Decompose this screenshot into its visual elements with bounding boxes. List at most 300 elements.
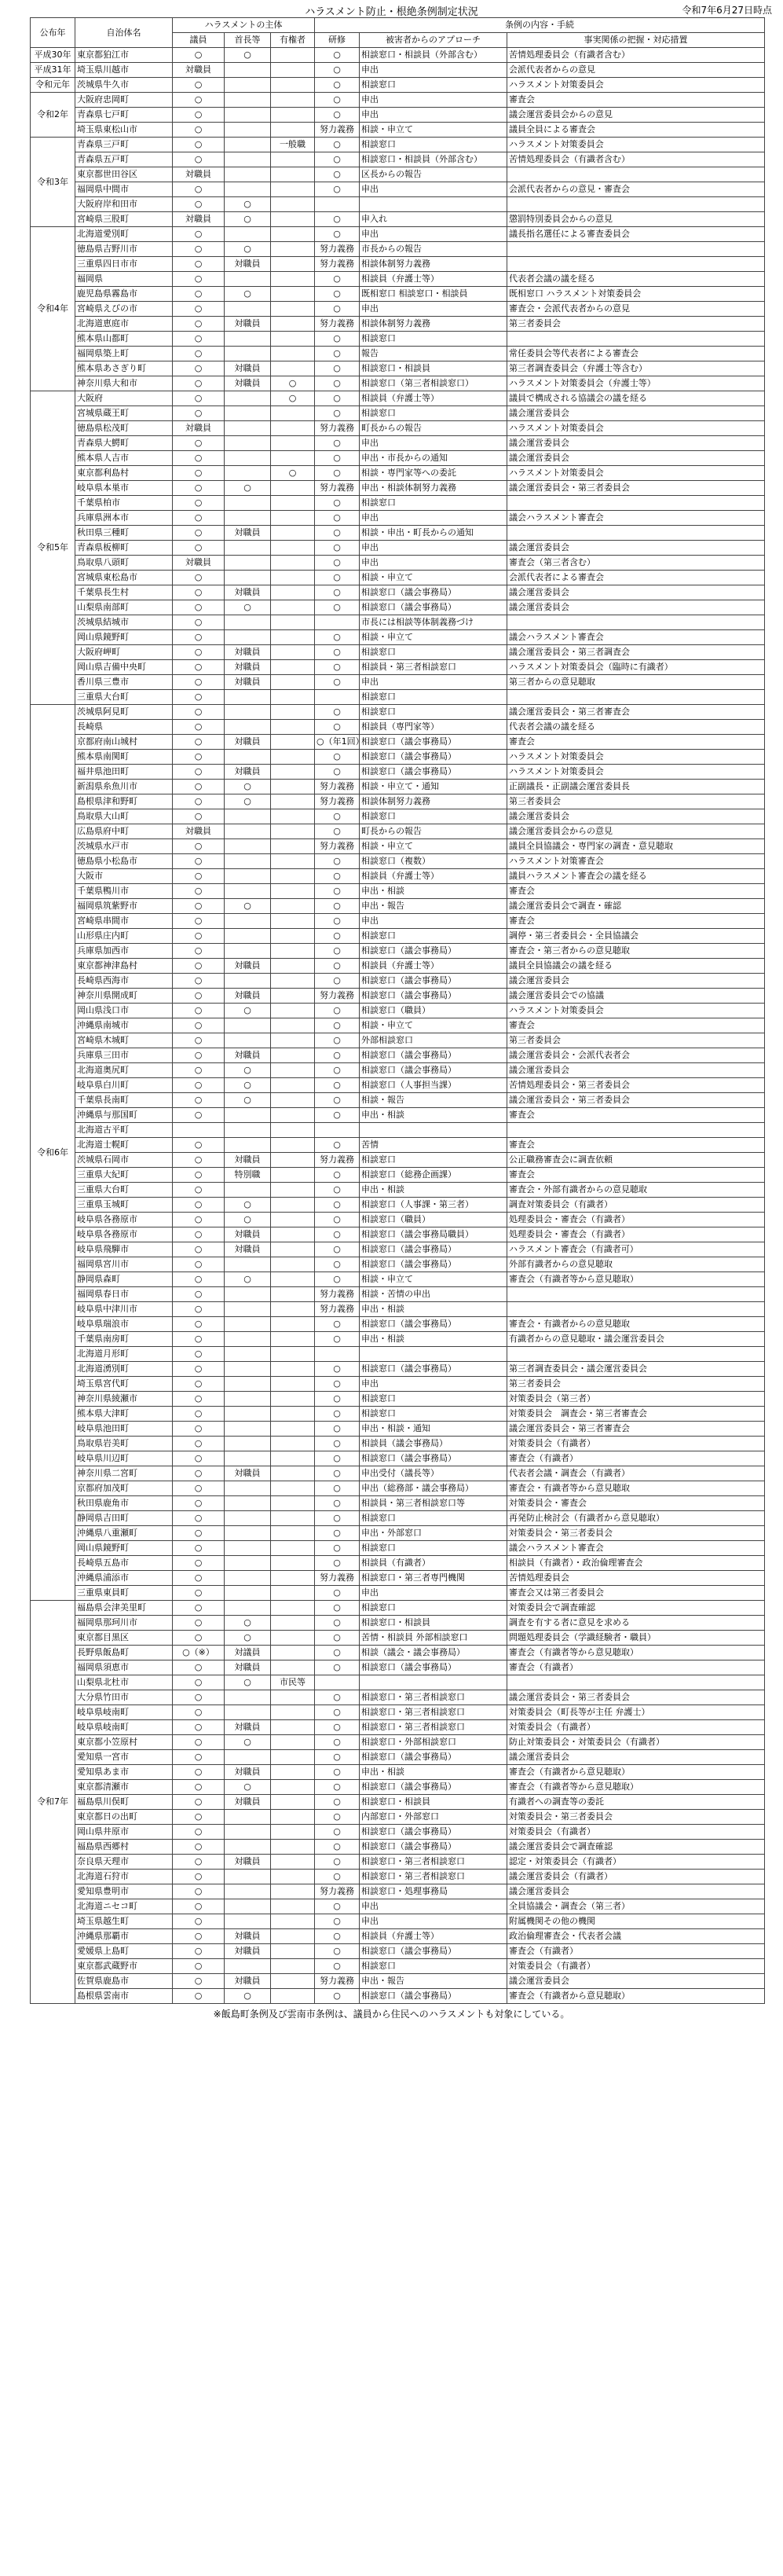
assembly-member-cell: ○ bbox=[173, 1466, 225, 1481]
measures-cell: 審査会 bbox=[507, 1108, 765, 1123]
voter-cell bbox=[271, 854, 315, 869]
voter-cell bbox=[271, 1272, 315, 1287]
table-row bbox=[31, 1018, 765, 1033]
table-row bbox=[31, 1765, 765, 1780]
measures-cell: 議会運営委員会 bbox=[507, 1750, 765, 1765]
table-row bbox=[31, 1660, 765, 1675]
head-cell bbox=[225, 929, 271, 944]
municipality-cell: 熊本県大津町 bbox=[75, 1407, 173, 1422]
approach-cell: 相談（議会・議会事務局） bbox=[360, 1646, 507, 1660]
assembly-member-cell: ○ bbox=[173, 1213, 225, 1227]
approach-cell: 相談窓口・第三者相談窓口 bbox=[360, 1855, 507, 1870]
head-cell bbox=[225, 1914, 271, 1929]
measures-cell: 審査会 bbox=[507, 1018, 765, 1033]
assembly-member-cell: ○ bbox=[173, 899, 225, 914]
voter-cell bbox=[271, 436, 315, 451]
measures-cell: 調査を有する者に意見を求める bbox=[507, 1616, 765, 1631]
municipality-cell: 茨城県水戸市 bbox=[75, 839, 173, 854]
training-cell: ○ bbox=[315, 720, 360, 735]
approach-cell: 相談・申立て bbox=[360, 630, 507, 645]
assembly-member-cell: ○ bbox=[173, 1108, 225, 1123]
approach-cell: 相談窓口・処理事務局 bbox=[360, 1884, 507, 1899]
table-row bbox=[31, 332, 765, 347]
municipality-cell: 福岡県宮川市 bbox=[75, 1257, 173, 1272]
measures-cell: ハラスメント対策委員会 bbox=[507, 138, 765, 152]
head-cell bbox=[225, 839, 271, 854]
training-cell: 努力義務 bbox=[315, 1974, 360, 1989]
measures-cell: 代表者会議・調査会（有識者） bbox=[507, 1466, 765, 1481]
measures-cell: 議会運営委員会 bbox=[507, 1974, 765, 1989]
assembly-member-cell: ○ bbox=[173, 839, 225, 854]
voter-cell bbox=[271, 914, 315, 929]
head-cell bbox=[225, 1526, 271, 1541]
head-cell bbox=[225, 1033, 271, 1048]
voter-cell: ○ bbox=[271, 466, 315, 481]
municipality-cell: 山梨県北杜市 bbox=[75, 1675, 173, 1690]
voter-cell bbox=[271, 974, 315, 989]
municipality-cell: 三重県大台町 bbox=[75, 1183, 173, 1198]
approach-cell: 相談員（弁護士等） bbox=[360, 391, 507, 406]
voter-cell bbox=[271, 809, 315, 824]
measures-cell: 苦情処理委員会（有識者含む） bbox=[507, 152, 765, 167]
footnote: ※飯島町条例及び雲南市条例は、議員から住民へのハラスメントも対象にしている。 bbox=[213, 2009, 570, 2020]
voter-cell bbox=[271, 1227, 315, 1242]
training-cell: ○ bbox=[315, 1959, 360, 1974]
head-cell bbox=[225, 1959, 271, 1974]
voter-cell bbox=[271, 1646, 315, 1660]
head-cell bbox=[225, 1317, 271, 1332]
approach-cell: 相談・報告 bbox=[360, 1093, 507, 1108]
head-cell: ○ bbox=[225, 1004, 271, 1018]
measures-cell: 再発防止検討会（有識者から意見聴取） bbox=[507, 1511, 765, 1526]
assembly-member-cell: ○ bbox=[173, 541, 225, 556]
assembly-member-cell: ○ bbox=[173, 1496, 225, 1511]
voter-cell bbox=[271, 1332, 315, 1347]
voter-cell bbox=[271, 1750, 315, 1765]
measures-cell: 調停・第三者委員会・全員協議会 bbox=[507, 929, 765, 944]
table-row bbox=[31, 1646, 765, 1660]
training-cell: ○ bbox=[315, 1168, 360, 1183]
municipality-cell: 福島県会津美里町 bbox=[75, 1601, 173, 1616]
training-cell: ○ bbox=[315, 1198, 360, 1213]
table-row bbox=[31, 556, 765, 571]
assembly-member-cell: ○ bbox=[173, 152, 225, 167]
head-cell: 対職員 bbox=[225, 765, 271, 780]
municipality-cell: 埼玉県宮代町 bbox=[75, 1377, 173, 1392]
assembly-member-cell: ○ bbox=[173, 585, 225, 600]
table-row bbox=[31, 1302, 765, 1317]
head-cell: ○ bbox=[225, 1213, 271, 1227]
municipality-cell: 大阪府岬町 bbox=[75, 645, 173, 660]
approach-cell: 相談窓口（議会事務局） bbox=[360, 1048, 507, 1063]
assembly-member-cell: ○ bbox=[173, 809, 225, 824]
measures-cell: 苦情処理委員会・第三者委員会 bbox=[507, 1078, 765, 1093]
table-row bbox=[31, 93, 765, 108]
training-cell: ○ bbox=[315, 1138, 360, 1153]
page-title: ハラスメント防止・根絶条例制定状況 bbox=[305, 6, 478, 18]
table-row bbox=[31, 1571, 765, 1586]
table-row bbox=[31, 1481, 765, 1496]
assembly-member-cell: ○ bbox=[173, 436, 225, 451]
measures-cell: 対策委員会・第三者委員会 bbox=[507, 1526, 765, 1541]
head-cell bbox=[225, 227, 271, 242]
voter-cell: 一般職 bbox=[271, 138, 315, 152]
head-cell bbox=[225, 511, 271, 526]
training-cell bbox=[315, 1123, 360, 1138]
voter-cell bbox=[271, 1437, 315, 1451]
approach-cell: 相談窓口（議会事務局） bbox=[360, 1840, 507, 1855]
municipality-cell: 東京都世田谷区 bbox=[75, 167, 173, 182]
municipality-cell: 宮崎県三股町 bbox=[75, 212, 173, 227]
table-row bbox=[31, 735, 765, 750]
assembly-member-cell: ○ bbox=[173, 690, 225, 705]
table-row bbox=[31, 421, 765, 436]
approach-cell bbox=[360, 197, 507, 212]
municipality-cell: 鳥取県岩美町 bbox=[75, 1437, 173, 1451]
training-cell: ○ bbox=[315, 675, 360, 690]
assembly-member-cell: ○ bbox=[173, 466, 225, 481]
municipality-cell: 岐阜県白川町 bbox=[75, 1078, 173, 1093]
municipality-cell: 京都府南山城村 bbox=[75, 735, 173, 750]
voter-cell bbox=[271, 1347, 315, 1362]
head-cell: 対職員 bbox=[225, 1660, 271, 1675]
head-cell bbox=[225, 690, 271, 705]
table-row bbox=[31, 123, 765, 138]
measures-cell: ハラスメント審査会（有識者可） bbox=[507, 1242, 765, 1257]
voter-cell bbox=[271, 347, 315, 361]
municipality-cell: 三重県大台町 bbox=[75, 690, 173, 705]
voter-cell bbox=[271, 123, 315, 138]
table-row bbox=[31, 361, 765, 376]
assembly-member-cell: ○ bbox=[173, 615, 225, 630]
measures-cell: 議員ハラスメント審査会の議を経る bbox=[507, 869, 765, 884]
assembly-member-cell: ○ bbox=[173, 496, 225, 511]
assembly-member-cell: ○ bbox=[173, 1571, 225, 1586]
training-cell: 努力義務 bbox=[315, 421, 360, 436]
head-cell: ○ bbox=[225, 1675, 271, 1690]
voter-cell bbox=[271, 182, 315, 197]
approach-cell: 町長からの報告 bbox=[360, 824, 507, 839]
assembly-member-cell: ○ bbox=[173, 1287, 225, 1302]
head-cell bbox=[225, 1825, 271, 1840]
head-cell: 対職員 bbox=[225, 1242, 271, 1257]
header-approach: 被害者からのアプローチ bbox=[360, 33, 507, 48]
voter-cell bbox=[271, 884, 315, 899]
assembly-member-cell: ○ bbox=[173, 302, 225, 317]
measures-cell: 対策委員会（第三者） bbox=[507, 1392, 765, 1407]
municipality-cell: 千葉県長南町 bbox=[75, 1093, 173, 1108]
measures-cell bbox=[507, 332, 765, 347]
municipality-cell: 宮崎県木城町 bbox=[75, 1033, 173, 1048]
table-row bbox=[31, 839, 765, 854]
assembly-member-cell: ○ bbox=[173, 1272, 225, 1287]
head-cell: 対職員 bbox=[225, 526, 271, 541]
table-row bbox=[31, 1720, 765, 1735]
voter-cell bbox=[271, 1959, 315, 1974]
assembly-member-cell: ○ bbox=[173, 1302, 225, 1317]
municipality-cell: 福岡県築上町 bbox=[75, 347, 173, 361]
training-cell: ○ bbox=[315, 1795, 360, 1810]
table-row bbox=[31, 1168, 765, 1183]
assembly-member-cell: ○ bbox=[173, 1451, 225, 1466]
municipality-cell: 青森県大鰐町 bbox=[75, 436, 173, 451]
measures-cell: 審査会（有識者） bbox=[507, 1451, 765, 1466]
measures-cell: 審査会（有識者から意見聴取） bbox=[507, 1765, 765, 1780]
header-head: 首長等 bbox=[225, 33, 271, 48]
training-cell: ○ bbox=[315, 1063, 360, 1078]
measures-cell: ハラスメント対策委員会 bbox=[507, 421, 765, 436]
training-cell: ○ bbox=[315, 959, 360, 974]
approach-cell: 相談窓口 bbox=[360, 809, 507, 824]
assembly-member-cell: ○ bbox=[173, 1317, 225, 1332]
voter-cell bbox=[271, 78, 315, 93]
assembly-member-cell: ○ bbox=[173, 108, 225, 123]
head-cell: ○ bbox=[225, 600, 271, 615]
approach-cell: 相談窓口・第三者相談窓口 bbox=[360, 1720, 507, 1735]
head-cell bbox=[225, 93, 271, 108]
assembly-member-cell: ○ bbox=[173, 1511, 225, 1526]
training-cell: ○ bbox=[315, 1481, 360, 1496]
head-cell bbox=[225, 1541, 271, 1556]
approach-cell: 相談窓口（議会事務局） bbox=[360, 1362, 507, 1377]
assembly-member-cell: ○ bbox=[173, 735, 225, 750]
training-cell: ○ bbox=[315, 660, 360, 675]
municipality-cell: 茨城県結城市 bbox=[75, 615, 173, 630]
table-row bbox=[31, 1631, 765, 1646]
head-cell bbox=[225, 138, 271, 152]
head-cell: ○ bbox=[225, 1631, 271, 1646]
voter-cell bbox=[271, 406, 315, 421]
municipality-cell: 長崎県 bbox=[75, 720, 173, 735]
measures-cell: ハラスメント対策委員会 bbox=[507, 1004, 765, 1018]
table-row bbox=[31, 1198, 765, 1213]
table-row bbox=[31, 1257, 765, 1272]
table-row bbox=[31, 1422, 765, 1437]
head-cell bbox=[225, 1123, 271, 1138]
measures-cell bbox=[507, 690, 765, 705]
table-row bbox=[31, 1227, 765, 1242]
header-harassment-subject: ハラスメントの主体 bbox=[173, 18, 315, 33]
head-cell bbox=[225, 1287, 271, 1302]
approach-cell: 申出 bbox=[360, 182, 507, 197]
head-cell: 対職員 bbox=[225, 585, 271, 600]
training-cell: ○ bbox=[315, 556, 360, 571]
table-row bbox=[31, 1616, 765, 1631]
table-row bbox=[31, 242, 765, 257]
table-row bbox=[31, 914, 765, 929]
head-cell: ○ bbox=[225, 242, 271, 257]
training-cell: ○ bbox=[315, 824, 360, 839]
approach-cell: 相談窓口（議会事務局） bbox=[360, 750, 507, 765]
municipality-cell: 青森県五戸町 bbox=[75, 152, 173, 167]
assembly-member-cell: ○ bbox=[173, 347, 225, 361]
measures-cell: 審査会・有識者等から意見聴取 bbox=[507, 1481, 765, 1496]
training-cell: ○ bbox=[315, 1899, 360, 1914]
head-cell: ○ bbox=[225, 1735, 271, 1750]
approach-cell: 相談員（弁護士等） bbox=[360, 959, 507, 974]
voter-cell bbox=[271, 1317, 315, 1332]
training-cell bbox=[315, 197, 360, 212]
header-voter: 有権者 bbox=[271, 33, 315, 48]
table-row bbox=[31, 1735, 765, 1750]
voter-cell bbox=[271, 869, 315, 884]
assembly-member-cell: ○ bbox=[173, 1616, 225, 1631]
assembly-member-cell: ○ bbox=[173, 526, 225, 541]
approach-cell: 申出 bbox=[360, 556, 507, 571]
head-cell bbox=[225, 541, 271, 556]
measures-cell: 議会運営委員会・第三者審査会 bbox=[507, 705, 765, 720]
voter-cell bbox=[271, 1078, 315, 1093]
municipality-cell: 岡山県鏡野町 bbox=[75, 1541, 173, 1556]
training-cell: ○ bbox=[315, 705, 360, 720]
municipality-cell: 千葉県南房町 bbox=[75, 1332, 173, 1347]
measures-cell: 議会運営委員会・第三者調査会 bbox=[507, 645, 765, 660]
assembly-member-cell: ○ bbox=[173, 48, 225, 63]
approach-cell: 相談窓口 bbox=[360, 929, 507, 944]
assembly-member-cell: ○ bbox=[173, 1690, 225, 1705]
municipality-cell: 大阪府忠岡町 bbox=[75, 93, 173, 108]
approach-cell: 相談員・第三者相談窓口 bbox=[360, 660, 507, 675]
training-cell: 努力義務 bbox=[315, 1571, 360, 1586]
municipality-cell: 三重県玉城町 bbox=[75, 1198, 173, 1213]
voter-cell bbox=[271, 765, 315, 780]
table-row bbox=[31, 1451, 765, 1466]
voter-cell bbox=[271, 1093, 315, 1108]
approach-cell: 相談窓口（議会事務局） bbox=[360, 735, 507, 750]
training-cell: ○ bbox=[315, 1213, 360, 1227]
table-row bbox=[31, 451, 765, 466]
head-cell bbox=[225, 1332, 271, 1347]
training-cell: ○ bbox=[315, 391, 360, 406]
measures-cell: ハラスメント対策委員会 bbox=[507, 750, 765, 765]
measures-cell: ハラスメント対策委員会（弁護士等） bbox=[507, 376, 765, 391]
head-cell bbox=[225, 496, 271, 511]
table-row bbox=[31, 1108, 765, 1123]
municipality-cell: 沖縄県南城市 bbox=[75, 1018, 173, 1033]
measures-cell: 会派代表者からの意見 bbox=[507, 63, 765, 78]
table-row bbox=[31, 600, 765, 615]
training-cell: ○ bbox=[315, 48, 360, 63]
assembly-member-cell: 対職員 bbox=[173, 167, 225, 182]
municipality-cell: 山梨県南部町 bbox=[75, 600, 173, 615]
table-row bbox=[31, 720, 765, 735]
approach-cell: 相談体制努力義務 bbox=[360, 257, 507, 272]
municipality-cell: 岐阜県各務原市 bbox=[75, 1227, 173, 1242]
measures-cell: 審査会（有識者等から意見聴取） bbox=[507, 1272, 765, 1287]
training-cell: ○ bbox=[315, 287, 360, 302]
assembly-member-cell: ○ bbox=[173, 1048, 225, 1063]
measures-cell: ハラスメント対策委員会 bbox=[507, 466, 765, 481]
training-cell: ○ bbox=[315, 1437, 360, 1451]
assembly-member-cell: ○ bbox=[173, 1526, 225, 1541]
head-cell bbox=[225, 571, 271, 585]
voter-cell bbox=[271, 1422, 315, 1437]
approach-cell bbox=[360, 1123, 507, 1138]
table-row bbox=[31, 1556, 765, 1571]
table-row bbox=[31, 1511, 765, 1526]
table-row bbox=[31, 1810, 765, 1825]
measures-cell: ハラスメント対策審査会 bbox=[507, 854, 765, 869]
municipality-cell: 愛知県豊明市 bbox=[75, 1884, 173, 1899]
table-row bbox=[31, 197, 765, 212]
training-cell: ○ bbox=[315, 1705, 360, 1720]
municipality-cell: 長崎県五島市 bbox=[75, 1556, 173, 1571]
voter-cell bbox=[271, 272, 315, 287]
approach-cell: 申出・相談・通知 bbox=[360, 1422, 507, 1437]
header-municipality: 自治体名 bbox=[75, 18, 173, 48]
voter-cell bbox=[271, 959, 315, 974]
voter-cell bbox=[271, 1601, 315, 1616]
approach-cell: 申出・報告 bbox=[360, 899, 507, 914]
approach-cell: 申出・相談 bbox=[360, 1183, 507, 1198]
municipality-cell: 秋田県鹿角市 bbox=[75, 1496, 173, 1511]
approach-cell: 相談窓口（議会事務局職員） bbox=[360, 1227, 507, 1242]
municipality-cell: 徳島県吉野川市 bbox=[75, 242, 173, 257]
table-row bbox=[31, 1690, 765, 1705]
assembly-member-cell: ○ bbox=[173, 257, 225, 272]
municipality-cell: 福岡県那珂川市 bbox=[75, 1616, 173, 1631]
approach-cell: 相談窓口・第三者専門機関 bbox=[360, 1571, 507, 1586]
table-row bbox=[31, 1063, 765, 1078]
municipality-cell: 福岡県 bbox=[75, 272, 173, 287]
municipality-cell: 東京都日の出町 bbox=[75, 1810, 173, 1825]
head-cell: ○ bbox=[225, 212, 271, 227]
measures-cell: 第三者委員会 bbox=[507, 1033, 765, 1048]
training-cell: ○ bbox=[315, 227, 360, 242]
assembly-member-cell: ○ bbox=[173, 1601, 225, 1616]
approach-cell: 相談・申立て bbox=[360, 1272, 507, 1287]
assembly-member-cell: ○ bbox=[173, 451, 225, 466]
head-cell: 対職員 bbox=[225, 735, 271, 750]
head-cell bbox=[225, 556, 271, 571]
measures-cell: 外部有識者からの意見聴取 bbox=[507, 1257, 765, 1272]
voter-cell bbox=[271, 1481, 315, 1496]
head-cell: ○ bbox=[225, 794, 271, 809]
head-cell bbox=[225, 615, 271, 630]
approach-cell: 苦情・相談員 外部相談窓口 bbox=[360, 1631, 507, 1646]
table-row bbox=[31, 794, 765, 809]
assembly-member-cell: ○ bbox=[173, 1541, 225, 1556]
training-cell: 努力義務 bbox=[315, 317, 360, 332]
municipality-cell: 千葉県鴨川市 bbox=[75, 884, 173, 899]
assembly-member-cell: ○ bbox=[173, 93, 225, 108]
approach-cell: 苦情 bbox=[360, 1138, 507, 1153]
assembly-member-cell: ○ bbox=[173, 1944, 225, 1959]
training-cell: 努力義務 bbox=[315, 481, 360, 496]
training-cell: ○ bbox=[315, 1018, 360, 1033]
table-row bbox=[31, 1078, 765, 1093]
approach-cell: 相談窓口 bbox=[360, 1541, 507, 1556]
table-row bbox=[31, 1840, 765, 1855]
table-row bbox=[31, 182, 765, 197]
training-cell: ○ bbox=[315, 526, 360, 541]
municipality-cell: 宮崎県えびの市 bbox=[75, 302, 173, 317]
approach-cell: 申出 bbox=[360, 302, 507, 317]
head-cell: ○ bbox=[225, 1093, 271, 1108]
table-row bbox=[31, 750, 765, 765]
voter-cell bbox=[271, 1974, 315, 1989]
municipality-cell: 埼玉県越生町 bbox=[75, 1914, 173, 1929]
head-cell: 対職員 bbox=[225, 1153, 271, 1168]
measures-cell: 議会運営委員会 bbox=[507, 541, 765, 556]
table-row bbox=[31, 1213, 765, 1227]
voter-cell bbox=[271, 899, 315, 914]
head-cell bbox=[225, 869, 271, 884]
assembly-member-cell: 対職員 bbox=[173, 212, 225, 227]
assembly-member-cell: ○ bbox=[173, 1018, 225, 1033]
training-cell: ○ bbox=[315, 1451, 360, 1466]
training-cell: ○ bbox=[315, 1317, 360, 1332]
